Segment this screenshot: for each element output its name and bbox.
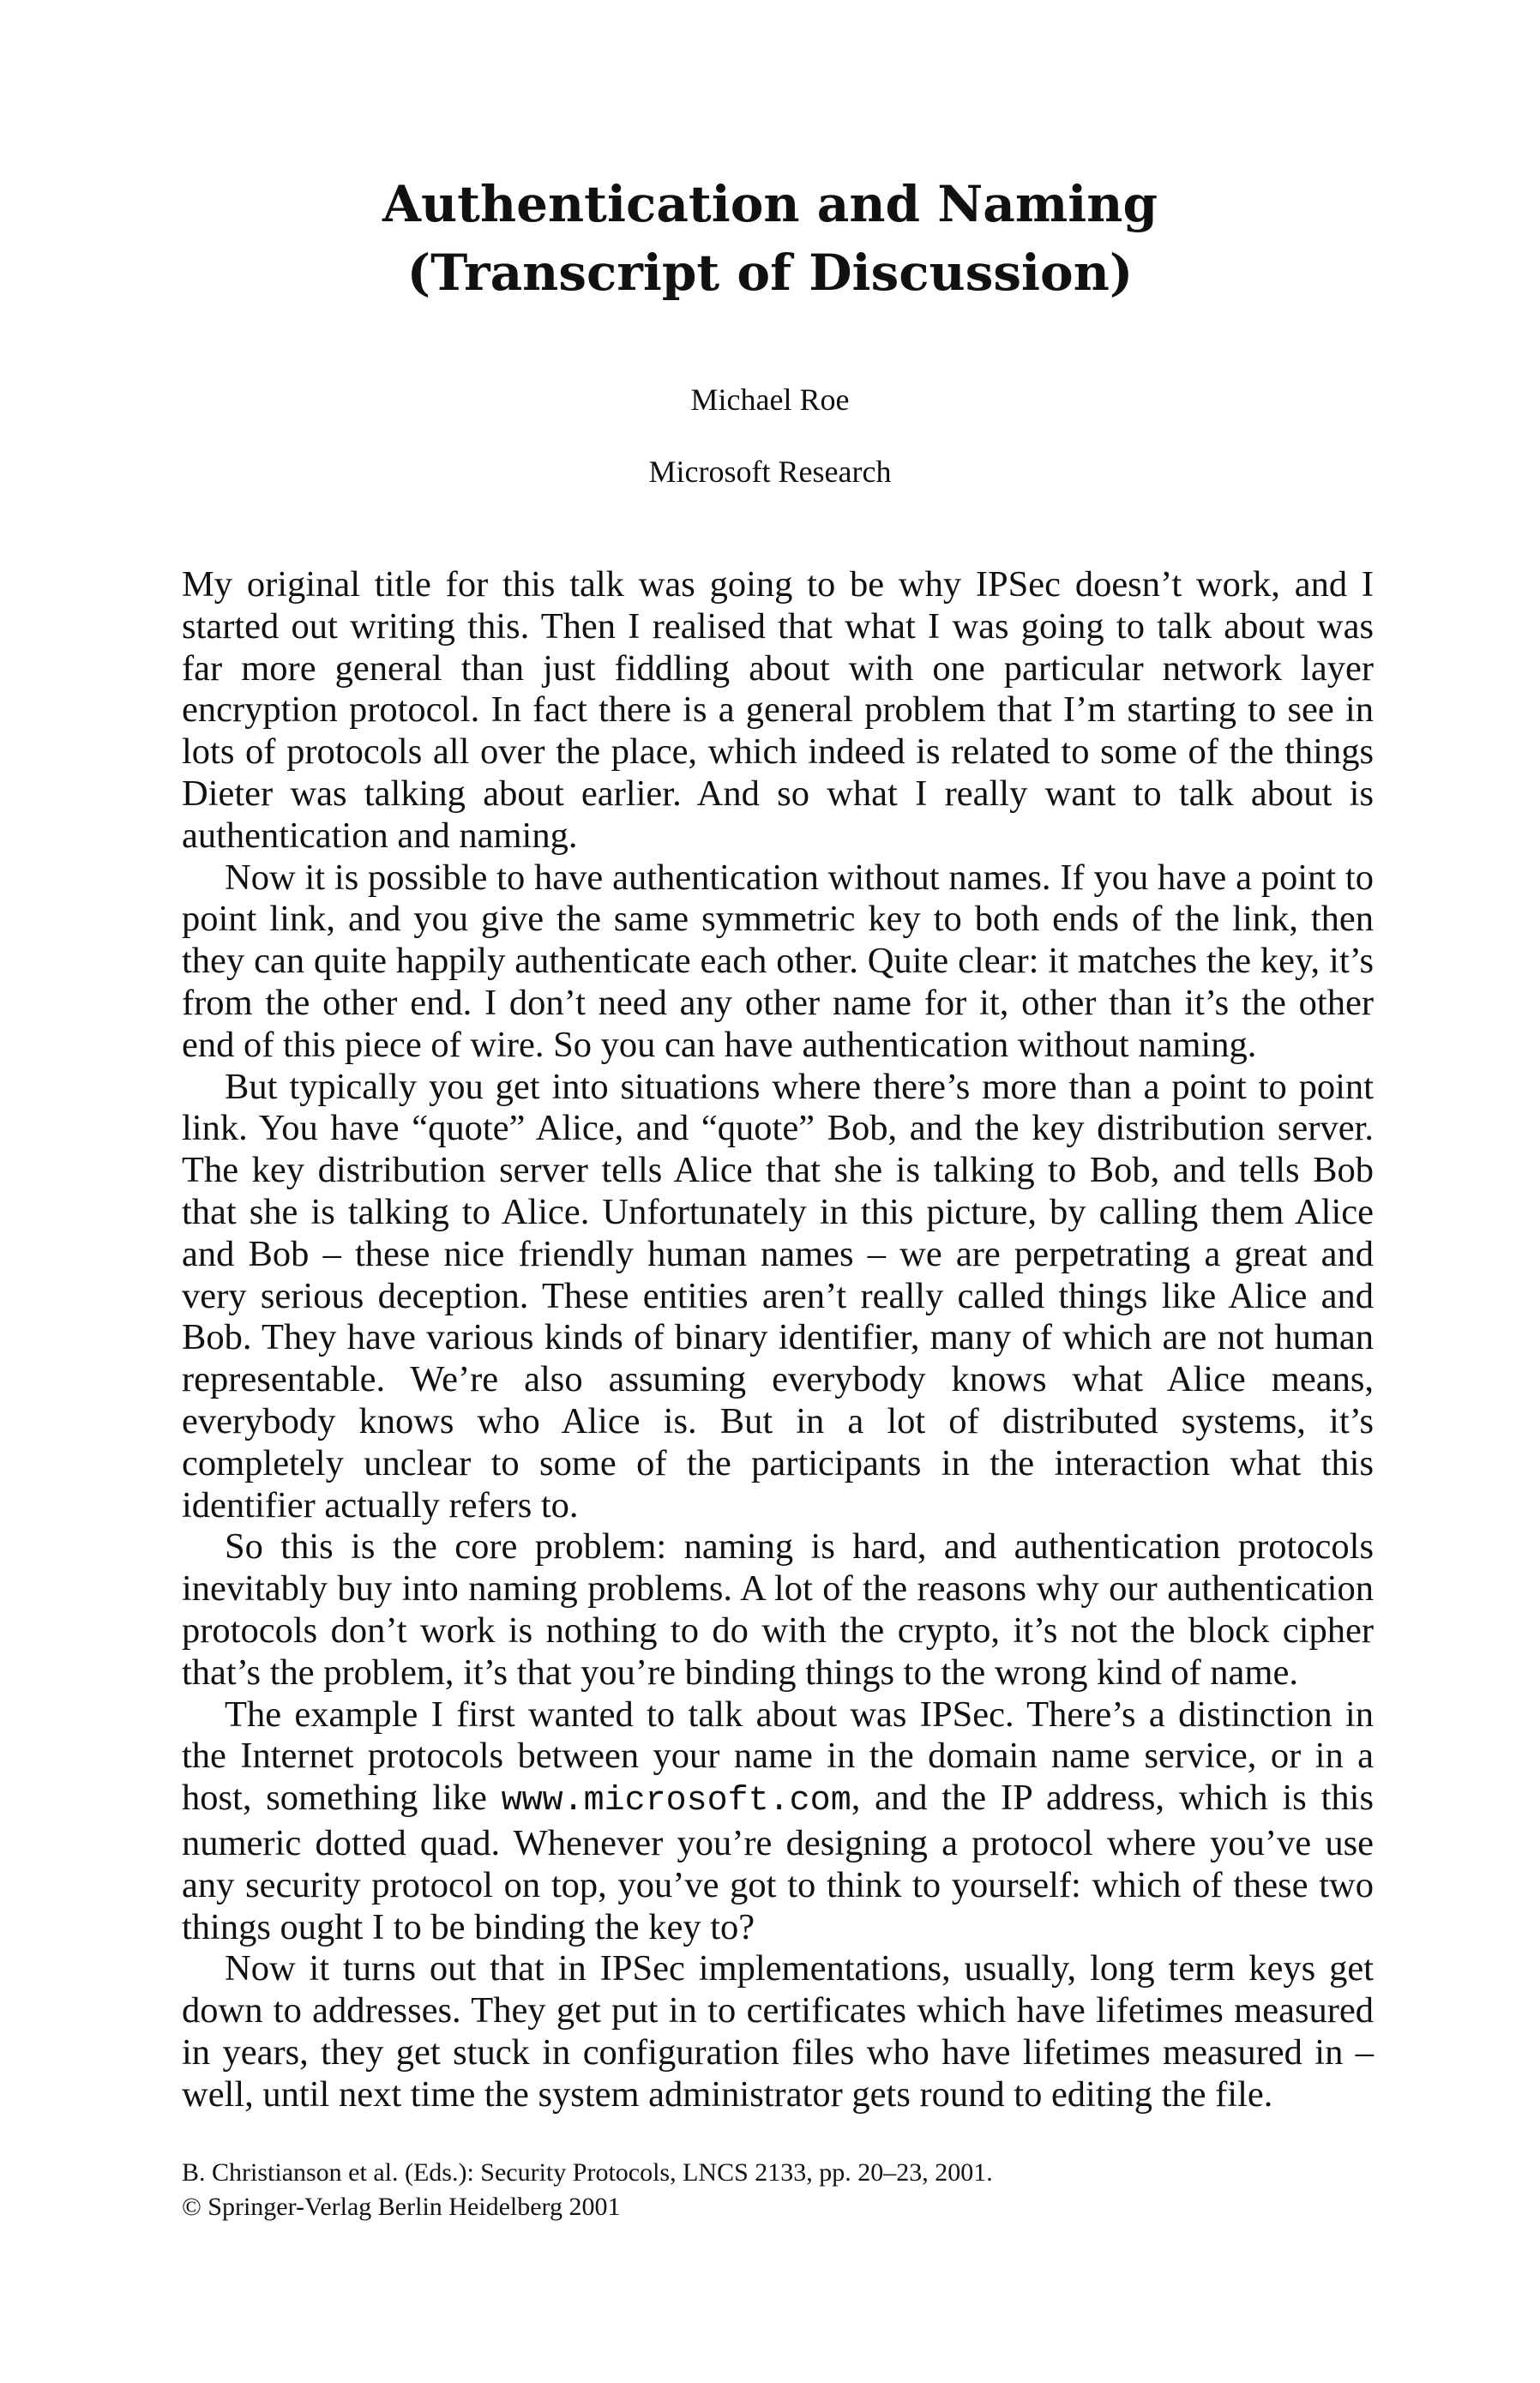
domain-name-example: www.microsoft.com bbox=[501, 1782, 851, 1821]
paragraph-2: Now it is possible to have authentication without names. If you have a point to point link, and you give the same symmetric key to both ends of the link, then they can quite happily authenticate each other. Quite clear: it matches the key, it’s from the other end. I don’t need any other name for it, other than it’s the other end of this piece of wire. So you can have authentication without naming. bbox=[182, 857, 1374, 1065]
paragraph-1: My original title for this talk was going to be why IPSec doesn’t work, and I started out writing this. Then I realised that what I was going to talk about was far more general than just fiddling about with one particular network layer encryption protocol. In fact there is a general problem that I’m starting to see in lots of protocols all over the place, which indeed is related to some of the things Dieter was talking about earlier. And so what I really want to talk about is authentication and naming. bbox=[182, 564, 1374, 856]
paragraph-6: Now it turns out that in IPSec implementations, usually, long term keys get down to addresses. They get put in to certificates which have lifetimes measured in years, they get stuck in configuration files who have lifetimes measured in – well, until next time the system administrator gets round to editing the file. bbox=[182, 1948, 1374, 2115]
paragraph-4: So this is the core problem: naming is hard, and authentication protocols inevitably buy into naming problems. A lot of the reasons why our authentication protocols don’t work is nothing to do with the crypto, it’s not the block cipher that’s the problem, it’s that you’re binding things to the wrong kind of name. bbox=[182, 1526, 1374, 1693]
paper-title bbox=[0, 170, 1540, 307]
author-name: Michael Roe bbox=[690, 382, 850, 417]
author-affiliation: Microsoft Research bbox=[648, 454, 892, 489]
paragraph-5-text-after: , and the IP address, which is this numeric dotted quad. Whenever you’re designing a protocol where you’ve use any security protocol on top, you’ve got to think to yourself: which of these two things ought I to be binding the key to? bbox=[182, 1778, 1374, 1947]
paragraph-3: But typically you get into situations where there’s more than a point to point link. You have “quote” Alice, and “quote” Bob, and the key distribution server. The key distribution server tells Alice that she is talking to Bob, and tells Bob that she is talking to Alice. Unfortunately in this picture, by calling them Alice and Bob – these nice friendly human names – we are perpetrating a great and very serious deception. These entities aren’t really called things like Alice and Bob. They have various kinds of binary identifier, many of which are not human representable. We’re also assuming everybody knows what Alice means, everybody knows who Alice is. But in a lot of distributed systems, it’s completely unclear to some of the participants in the interaction what this identifier actually refers to. bbox=[182, 1066, 1374, 1525]
citation-line: B. Christianson et al. (Eds.): Security Protocols, LNCS 2133, pp. 20–23, 2001. bbox=[182, 2158, 993, 2187]
title-line-1: Authentication and Naming bbox=[382, 175, 1158, 233]
copyright-line: © Springer-Verlag Berlin Heidelberg 2001 bbox=[182, 2193, 621, 2221]
body-text bbox=[182, 564, 1374, 2115]
paragraph-5 bbox=[182, 1694, 1374, 1949]
paragraph-5-text-before: The example I first wanted to talk about was IPSec. There’s a distinction in the Internet protocols between your name in the domain name service, or in a host, something like bbox=[182, 1694, 1374, 1819]
title-line-2: (Transcript of Discussion) bbox=[406, 244, 1134, 302]
publication-footer bbox=[182, 2156, 1374, 2224]
